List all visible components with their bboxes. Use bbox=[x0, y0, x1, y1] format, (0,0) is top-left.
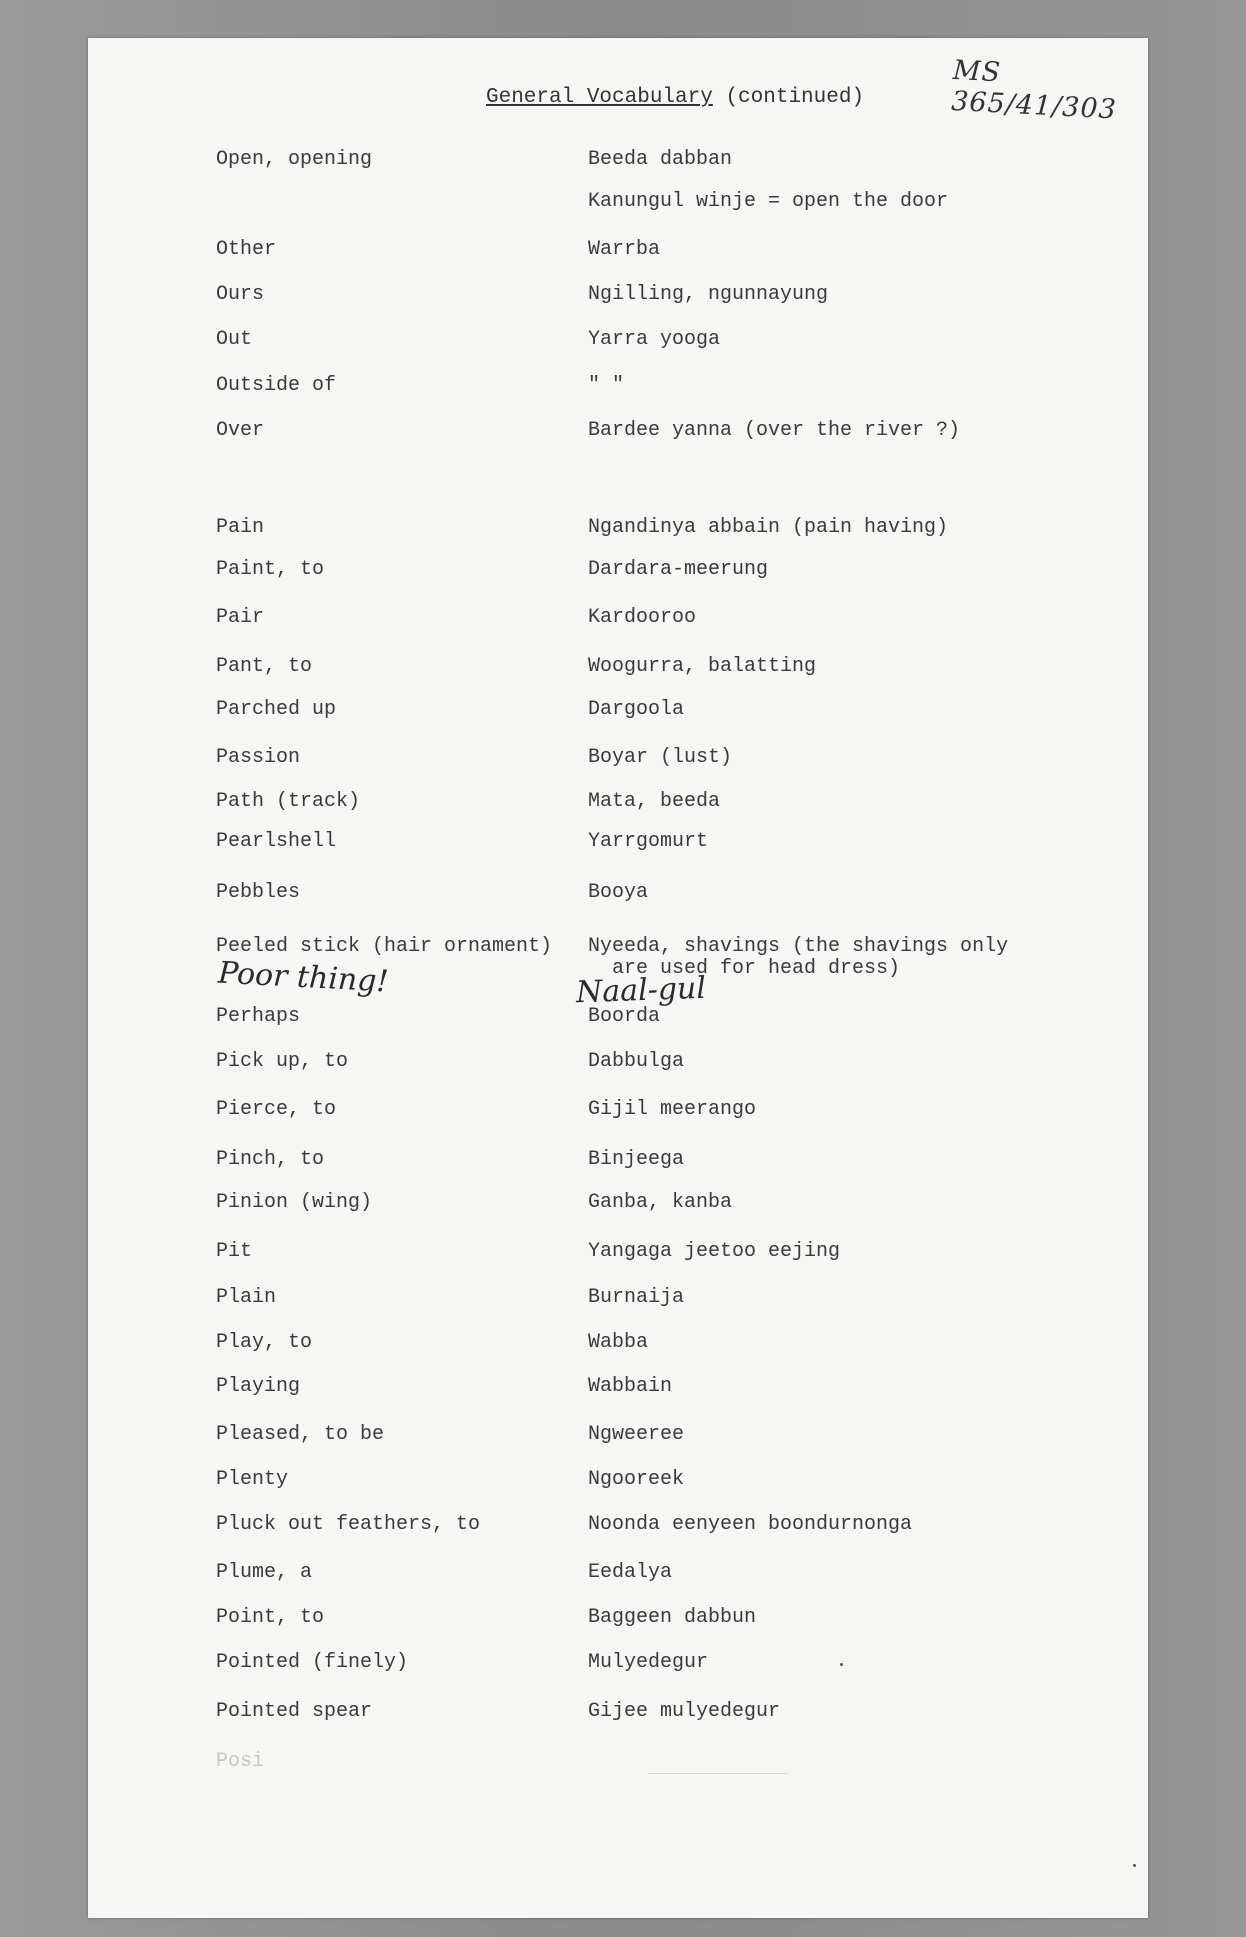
entry-definition bbox=[588, 698, 684, 721]
entry-definition bbox=[588, 558, 768, 581]
entry-definition-text: Nyeeda, shavings (the shavings only bbox=[588, 935, 1009, 958]
entry-definition-text: Bardee yanna (over the river ?) bbox=[588, 419, 961, 442]
entry-definition-text: Woogurra, balatting bbox=[588, 655, 817, 678]
entry-term: Outside of bbox=[216, 374, 337, 397]
entry-term: Paint, to bbox=[216, 558, 325, 581]
entry-term: Plume, a bbox=[216, 1561, 313, 1584]
entry-term: Pain bbox=[216, 516, 265, 539]
entry-term: Other bbox=[216, 238, 277, 261]
entry-term: Pearlshell bbox=[216, 830, 337, 853]
entry-definition-text: Ngandinya abbain (pain having) bbox=[588, 516, 949, 539]
entry-definition-text: Mata, beeda bbox=[588, 790, 721, 813]
entry-term: Plain bbox=[216, 1286, 277, 1309]
entry-term: Plenty bbox=[216, 1468, 289, 1491]
entry-definition bbox=[588, 374, 624, 397]
entry-definition-text: Wabbain bbox=[588, 1375, 673, 1398]
entry-definition bbox=[588, 1423, 684, 1446]
entry-definition bbox=[588, 516, 948, 539]
archive-reference-mark: MS 365/41/303 bbox=[950, 54, 1118, 126]
entry-term: Pierce, to bbox=[216, 1098, 337, 1121]
entry-definition bbox=[588, 1700, 780, 1723]
typescript-page bbox=[88, 38, 1148, 1918]
entry-definition-text: Boyar (lust) bbox=[588, 746, 733, 769]
entry-term: Ours bbox=[216, 283, 265, 306]
entry-definition bbox=[588, 1050, 684, 1073]
entry-definition bbox=[588, 1240, 840, 1263]
entry-definition bbox=[588, 190, 948, 213]
entry-term: Peeled stick (hair ornament) bbox=[216, 935, 553, 958]
entry-term: Out bbox=[216, 328, 253, 351]
entry-definition bbox=[588, 881, 648, 904]
entry-definition-text: Noonda eenyeen boondurnonga bbox=[588, 1513, 913, 1536]
entry-definition bbox=[588, 328, 720, 351]
entry-definition-text: Yangaga jeetoo eejing bbox=[588, 1240, 841, 1263]
entry-definition bbox=[588, 1191, 732, 1214]
entry-term: Point, to bbox=[216, 1606, 325, 1629]
entry-definition-text: Baggeen dabbun bbox=[588, 1606, 757, 1629]
entry-definition-text: Dardara-meerung bbox=[588, 558, 769, 581]
entry-definition bbox=[588, 1651, 708, 1674]
entry-definition bbox=[588, 1375, 672, 1398]
entry-term: Pleased, to be bbox=[216, 1423, 385, 1446]
entry-term: Pick up, to bbox=[216, 1050, 349, 1073]
entry-definition-text: Warrba bbox=[588, 238, 661, 261]
entry-definition bbox=[588, 790, 720, 813]
entry-definition-text: Kardooroo bbox=[588, 606, 697, 629]
entry-definition-text: Ngilling, ngunnayung bbox=[588, 283, 829, 306]
entry-definition-text: Ganba, kanba bbox=[588, 1191, 733, 1214]
entry-definition bbox=[588, 283, 828, 306]
entry-definition-text: Gijil meerango bbox=[588, 1098, 757, 1121]
entry-definition bbox=[588, 1148, 684, 1171]
entry-definition bbox=[588, 148, 732, 171]
entry-term: Pinch, to bbox=[216, 1148, 325, 1171]
entry-term: Perhaps bbox=[216, 1005, 301, 1028]
entry-term: Pinion (wing) bbox=[216, 1191, 373, 1214]
entry-definition-text: Binjeega bbox=[588, 1148, 685, 1171]
entry-term: Pant, to bbox=[216, 655, 313, 678]
entry-term: Pit bbox=[216, 1240, 253, 1263]
title-main: General Vocabulary bbox=[486, 86, 713, 109]
entry-term: Parched up bbox=[216, 698, 337, 721]
entry-term: Passion bbox=[216, 746, 301, 769]
entry-definition-text: Booya bbox=[588, 881, 649, 904]
handwritten-term-annotation: Poor thing! bbox=[217, 955, 390, 1000]
entry-definition-text: Dabbulga bbox=[588, 1050, 685, 1073]
entry-definition-text: Ngooreek bbox=[588, 1468, 685, 1491]
entry-definition bbox=[588, 830, 708, 853]
entry-definition bbox=[588, 1286, 684, 1309]
entry-definition bbox=[588, 1606, 756, 1629]
entry-definition-text: Beeda dabban bbox=[588, 148, 733, 171]
entry-definition-text: Ngweeree bbox=[588, 1423, 685, 1446]
entry-term: Play, to bbox=[216, 1331, 313, 1354]
entry-term: Open, opening bbox=[216, 148, 373, 171]
handwritten-definition-annotation: Naal-gul bbox=[575, 970, 707, 1011]
entry-definition bbox=[588, 1513, 912, 1536]
entry-definition-text: Boorda bbox=[588, 1005, 661, 1028]
entry-definition-text: Dargoola bbox=[588, 698, 685, 721]
entry-definition-text: Eedalya bbox=[588, 1561, 673, 1584]
entry-definition bbox=[588, 238, 660, 261]
entry-term: Playing bbox=[216, 1375, 301, 1398]
entry-term: Posi bbox=[216, 1750, 265, 1773]
entry-definition-text: Burnaija bbox=[588, 1286, 685, 1309]
entry-definition-text: Wabba bbox=[588, 1331, 649, 1354]
entry-definition bbox=[588, 1468, 684, 1491]
entry-definition-text: Gijee mulyedegur bbox=[588, 1700, 781, 1723]
page-title bbox=[486, 86, 864, 109]
entry-definition-text: Kanungul winje = open the door bbox=[588, 190, 949, 213]
entry-definition bbox=[588, 1331, 648, 1354]
entry-term: Pebbles bbox=[216, 881, 301, 904]
entry-definition-continuation: are used for head dress) bbox=[612, 957, 901, 980]
entry-term: Path (track) bbox=[216, 790, 361, 813]
entry-definition bbox=[588, 419, 960, 442]
entry-definition bbox=[588, 746, 732, 769]
ink-speck bbox=[1133, 1864, 1136, 1867]
entry-term: Pointed (finely) bbox=[216, 1651, 409, 1674]
ink-speck bbox=[840, 1663, 843, 1666]
entry-definition-text: Yarra yooga bbox=[588, 328, 721, 351]
entry-term: Pair bbox=[216, 606, 265, 629]
entry-definition-text: Mulyedegur bbox=[588, 1651, 709, 1674]
entry-definition bbox=[588, 606, 696, 629]
faint-rule bbox=[648, 1773, 788, 1774]
entry-term: Pointed spear bbox=[216, 1700, 373, 1723]
entry-definition bbox=[588, 1561, 672, 1584]
entry-term: Over bbox=[216, 419, 265, 442]
entry-term: Pluck out feathers, to bbox=[216, 1513, 481, 1536]
title-suffix: (continued) bbox=[712, 86, 865, 109]
entry-definition-text: " " bbox=[588, 374, 625, 397]
entry-definition bbox=[588, 655, 816, 678]
entry-definition-text: Yarrgomurt bbox=[588, 830, 709, 853]
entry-definition bbox=[588, 1098, 756, 1121]
